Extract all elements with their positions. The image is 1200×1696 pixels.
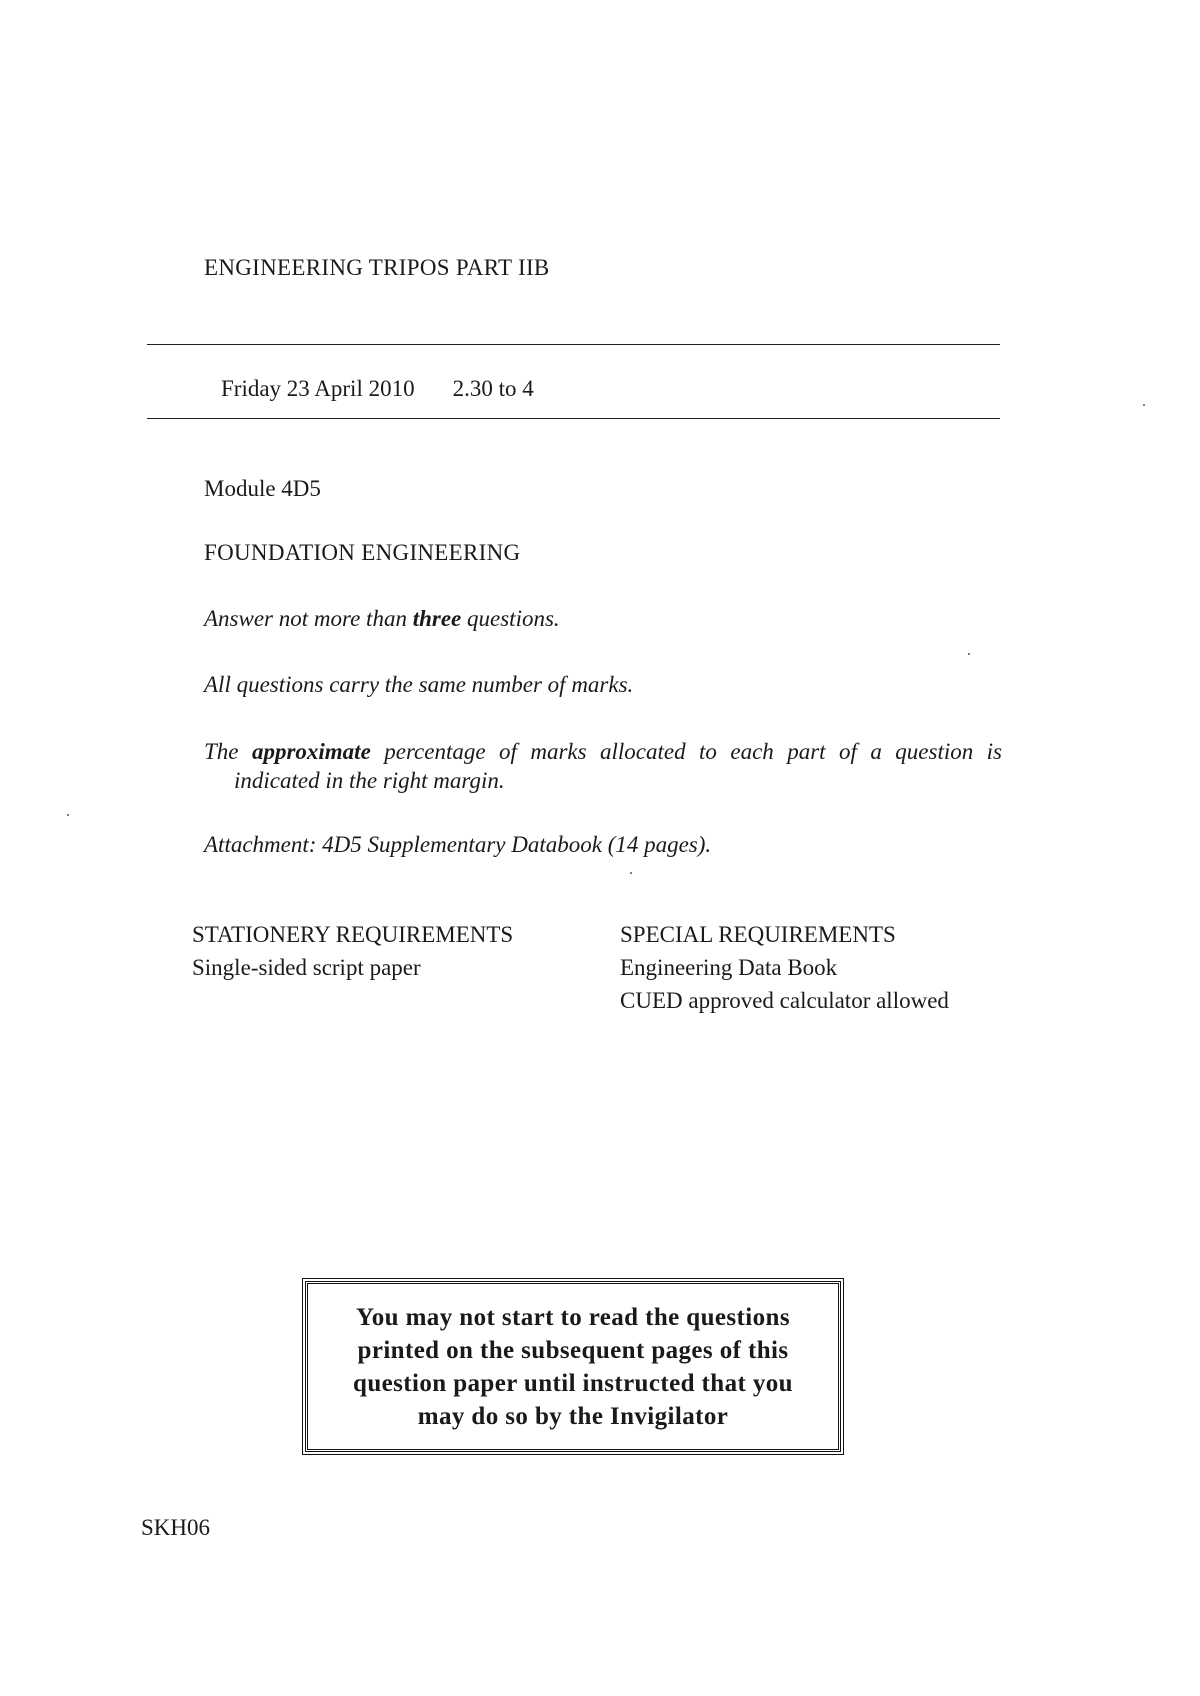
- exam-time: 2.30 to 4: [452, 376, 534, 401]
- special-requirements: [620, 918, 949, 1017]
- instruction-text: Answer not more than: [204, 606, 413, 631]
- special-heading: SPECIAL REQUIREMENTS: [620, 922, 896, 947]
- instruction-text: percentage of marks allocated to each part of a question is: [370, 739, 1003, 764]
- scan-speck: [1143, 404, 1145, 406]
- stationery-item: Single-sided script paper: [192, 955, 421, 980]
- instruction-text: questions.: [461, 606, 560, 631]
- scan-speck: [67, 814, 69, 816]
- exam-title: ENGINEERING TRIPOS PART IIB: [204, 255, 550, 280]
- instruction-answer-limit: [204, 606, 560, 632]
- stationery-heading: STATIONERY REQUIREMENTS: [192, 922, 514, 947]
- instruction-emphasis: three: [412, 606, 462, 631]
- instruction-text: The: [204, 739, 252, 764]
- scan-speck: [968, 653, 970, 655]
- instruction-percentage-continued: indicated in the right margin.: [234, 768, 505, 793]
- module-code: Module 4D5: [204, 476, 321, 501]
- invigilator-notice: You may not start to read the questions printed on the subsequent pages of this question paper until instructed that you may do so by the Invigilator: [353, 1303, 793, 1430]
- scan-speck: [630, 872, 632, 874]
- instruction-marks: All questions carry the same number of marks.: [204, 672, 634, 697]
- bottom-rule: [147, 418, 1000, 419]
- invigilator-notice-box: [305, 1281, 841, 1452]
- subject-title: FOUNDATION ENGINEERING: [204, 540, 521, 565]
- paper-code: SKH06: [141, 1515, 211, 1540]
- exam-date-line: [221, 376, 534, 402]
- exam-date: Friday 23 April 2010: [221, 376, 415, 401]
- instruction-emphasis: approximate: [251, 739, 371, 764]
- special-item: CUED approved calculator allowed: [620, 988, 949, 1013]
- instruction-percentage: [204, 735, 1002, 768]
- special-item: Engineering Data Book: [620, 955, 838, 980]
- top-rule: [147, 344, 1000, 345]
- stationery-requirements: [192, 918, 513, 984]
- attachment-note: Attachment: 4D5 Supplementary Databook (14 pages).: [204, 832, 712, 857]
